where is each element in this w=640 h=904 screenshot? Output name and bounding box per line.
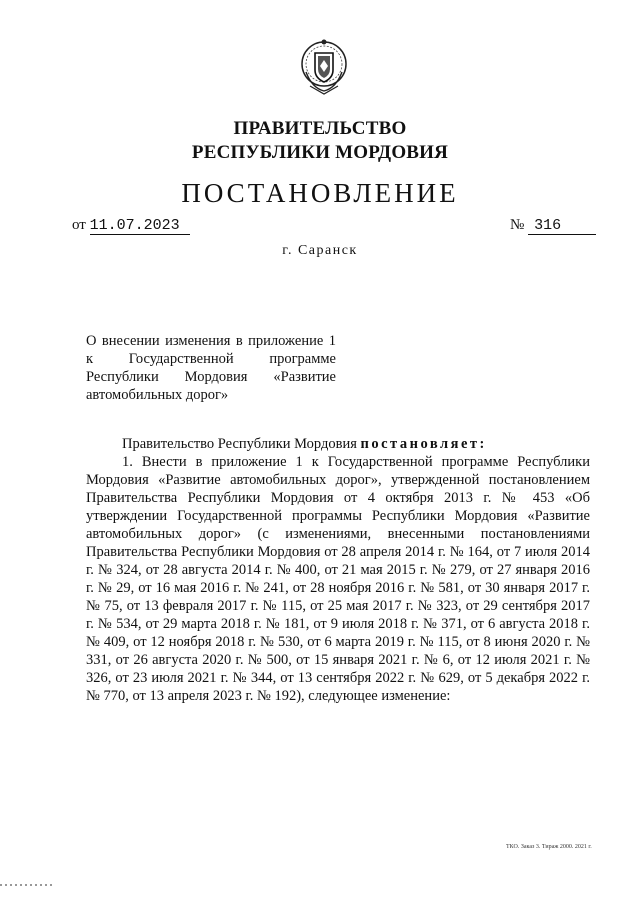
document-body [86,435,590,705]
city: г. Саранск [282,243,358,258]
intro-paragraph [86,435,590,453]
item-1-paragraph: 1. Внести в приложение 1 к Государственной программе Республики Мордовия «Развитие автомобильных дорог», утвержденной постановлением Правительства Республики Мордовия от 4 октября 2013 г. № 453 «Об утверждении Государственной программы Республики Мордовия «Развитие автомобильных дорог» (с изменениями, внесенными постановлениями Правительства Республики Мордовия от 28 апреля 2014 г. № 164, от 7 июля 2014 г. № 324, от 28 августа 2014 г. № 400, от 21 мая 2015 г. № 279, от 27 января 2016 г. № 29, от 16 мая 2016 г. № 241, от 28 ноября 2016 г. № 581, от 30 января 2017 г. № 75, от 13 февраля 2017 г. № 115, от 25 мая 2017 г. № 323, от 29 сентября 2017 г. № 534, от 29 марта 2018 г. № 181, от 9 июля 2018 г. № 371, от 6 августа 2018 г. № 409, от 12 ноября 2018 г. № 530, от 6 марта 2019 г. № 115, от 8 июня 2020 г. № 331, от 26 августа 2020 г. № 500, от 15 января 2021 г. № 6, от 12 июля 2021 г. № 326, от 23 июля 2021 г. № 344, от 13 сентября 2022 г. № 629, от 5 декабря 2022 г. № 770, от 13 апреля 2023 г. № 192), следующее изменение: [86,454,590,704]
republic-title: РЕСПУБЛИКИ МОРДОВИЯ [191,142,449,163]
print-mark: ТКО. Заказ 3. Тираж 2000. 2021 г. [506,844,592,850]
intro-text: Правительство Республики Мордовия [122,436,357,452]
number-prefix: № [510,217,525,233]
government-title: ПРАВИТЕЛЬСТВО [233,118,407,139]
document-type: ПОСТАНОВЛЕНИЕ [181,178,459,208]
date-prefix: от [72,217,86,233]
document-date: 11.07.2023 [90,217,190,235]
scan-artifact [0,884,52,886]
document-subject: О внесении изменения в приложение 1 к Государственной программе Республики Мордовия «Развитие автомобильных дорог» [86,333,336,403]
intro-verb: постановляет: [360,436,487,452]
date-line [72,217,190,235]
coat-of-arms-icon [298,36,350,98]
number-line [510,217,596,235]
document-number: 316 [528,217,596,235]
